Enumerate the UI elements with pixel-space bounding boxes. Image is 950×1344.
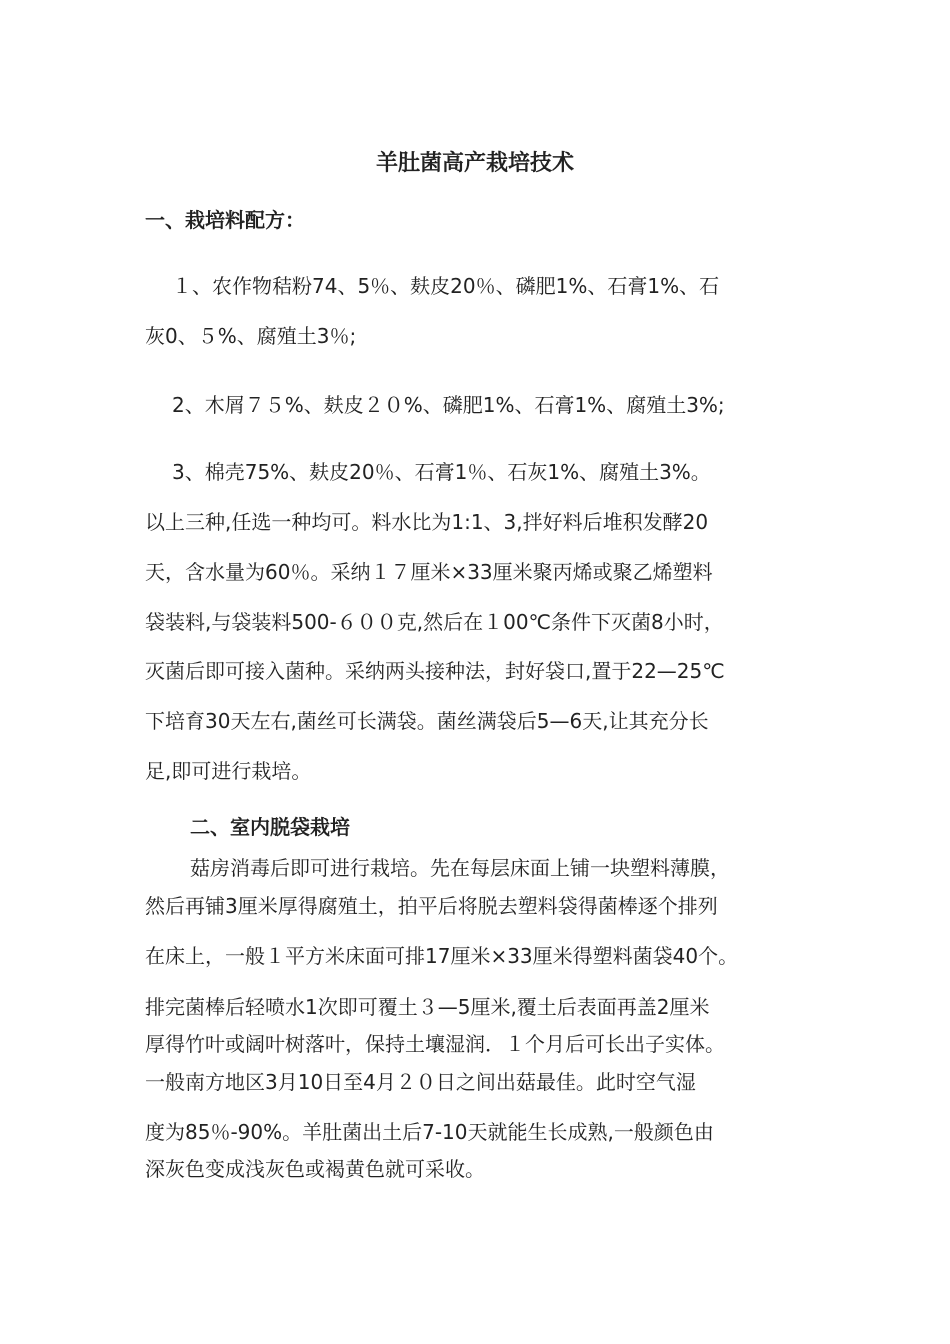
paragraph-line: 厚得竹叶或阔叶树落叶，保持土壤湿润．１个月后可长出子实体。 bbox=[145, 1032, 725, 1056]
paragraph-line: 然后再铺3厘米厚得腐殖土，拍平后将脱去塑料袋得菌棒逐个排列 bbox=[145, 894, 718, 918]
paragraph-line: 排完菌棒后轻喷水1次即可覆土３—5厘米,覆土后表面再盖2厘米 bbox=[145, 995, 710, 1019]
paragraph-line: 袋装料,与袋装料500-６００克,然后在１00℃条件下灭菌8小时， bbox=[145, 610, 724, 634]
page-title: 羊肚菌高产栽培技术 bbox=[375, 150, 574, 176]
recipe-1-line-1: １、农作物秸粉74、5％、麸皮20％、磷肥1%、石膏1%、石 bbox=[172, 274, 720, 298]
section-heading-indoor: 二、室内脱袋栽培 bbox=[190, 815, 350, 839]
paragraph-line: 灭菌后即可接入菌种。采纳两头接种法，封好袋口,置于22—25℃ bbox=[145, 659, 725, 683]
paragraph-line: 一般南方地区3月10日至4月２０日之间出菇最佳。此时空气湿 bbox=[145, 1070, 696, 1094]
paragraph-line: 天，含水量为60％。采纳１７厘米×33厘米聚丙烯或聚乙烯塑料 bbox=[145, 560, 713, 584]
paragraph-line: 深灰色变成浅灰色或褐黄色就可采收。 bbox=[145, 1157, 485, 1181]
recipe-3: 3、棉壳75%、麸皮20％、石膏1％、石灰1%、腐殖土3%。 bbox=[172, 460, 711, 484]
section-heading-formula: 一、栽培料配方： bbox=[145, 208, 305, 232]
paragraph-line: 以上三种,任选一种均可。料水比为1:1、3,拌好料后堆积发酵20 bbox=[145, 510, 709, 534]
paragraph-line: 度为85％-90%。羊肚菌出土后7-10天就能生长成熟,一般颜色由 bbox=[145, 1120, 714, 1144]
paragraph-line: 菇房消毒后即可进行栽培。先在每层床面上铺一块塑料薄膜， bbox=[190, 856, 730, 880]
paragraph-line: 在床上，一般１平方米床面可排17厘米×33厘米得塑料菌袋40个。 bbox=[145, 944, 739, 968]
recipe-1-line-2: 灰0、５%、腐殖土3％; bbox=[145, 324, 357, 348]
paragraph-line: 下培育30天左右,菌丝可长满袋。菌丝满袋后5—6天,让其充分长 bbox=[145, 709, 709, 733]
paragraph-line: 足,即可进行栽培。 bbox=[145, 759, 312, 783]
recipe-2: 2、木屑７５%、麸皮２０%、磷肥1%、石膏1%、腐殖土3%; bbox=[172, 393, 725, 417]
